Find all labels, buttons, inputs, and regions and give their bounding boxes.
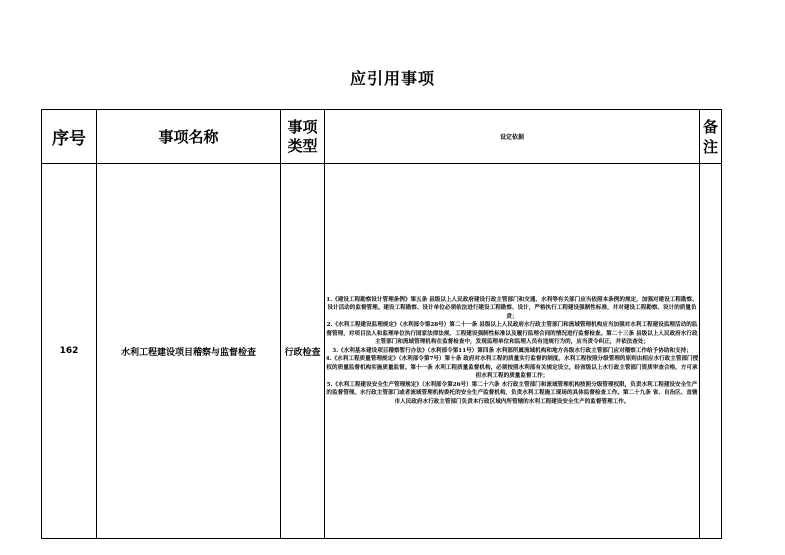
basis-item-1: 1.《建设工程勘察设计管理条例》第五条 县级以上人民政府建设行政主管部门和交通、水利等有关部门应当依照本条例的规定，加强对建设工程勘察、设计活动的监督管理。建设工程勘察、设计单位必须依法进行建设工程勘察、设计，严格执行工程建设强制性标准，并对建设工程勘察、设计的质量负责； xyxy=(326,296,698,320)
table-row xyxy=(42,164,722,539)
basis-item-2: 2.《水利工程建设监理规定》（水利部令第28号）第二十一条 县级以上人民政府水行政主管部门和流域管理机构应当加强对水利工程建设监理活动的监督管理，对项目法人和监理单位执行国家法律法规、工程建设强制性标准以及履行监理合同的情况进行监督检查。第二十三条 县级以上人民政府水行政主管部门和流域管理机构在监督检查中，发现监理单位和监理人员有违规行为的，应当责令纠正，并依法查处； xyxy=(326,322,698,346)
items-table xyxy=(41,109,722,539)
basis-item-5: 5.《水利工程建设安全生产管理规定》（水利部令第26号）第二十六条 水行政主管部门和流域管理机构按照分级管理权限，负责水利工程建设安全生产的监督管理。水行政主管部门或者流域管理机构委托的安全生产监督机构，负责水利工程施工现场的具体监督检查工作。第二十九条 省、自治区、直辖市人民政府水行政主管部门负责本行政区域内所管辖的水利工程建设安全生产的监督管理工作。 xyxy=(326,381,698,405)
cell-basis xyxy=(325,164,700,539)
basis-item-3: 3.《水利基本建设项目稽察暂行办法》（水利部令第11号）第四条 水利部所属流域机构和地方各级水行政主管部门应对稽察工作给予协助和支持； xyxy=(332,347,692,354)
cell-note xyxy=(700,164,722,539)
header-name: 事项名称 xyxy=(97,110,281,164)
basis-item-4: 4.《水利工程质量管理规定》（水利部令第7号）第十条 政府对水利工程的质量实行监督的制度。水利工程按照分级管理的原则由相应水行政主管部门授权的质量监督机构实施质量监督。第十一条 水利工程质量监督机构，必须按照水利部有关规定设立，经省级以上水行政主管部门资质审查合格，方可承担水利工程的质量监督工作； xyxy=(325,356,699,380)
page-title: 应引用事项 xyxy=(349,69,435,88)
header-type: 事项类型 xyxy=(281,110,325,164)
header-seq: 序号 xyxy=(42,110,97,164)
cell-type: 行政检查 xyxy=(281,164,325,539)
table-header-row xyxy=(42,110,722,164)
header-note: 备注 xyxy=(700,110,722,164)
header-basis: 设定依据 xyxy=(325,110,700,164)
cell-seq: 162 xyxy=(42,164,97,539)
cell-name: 水利工程建设项目稽察与监督检查 xyxy=(97,164,281,539)
